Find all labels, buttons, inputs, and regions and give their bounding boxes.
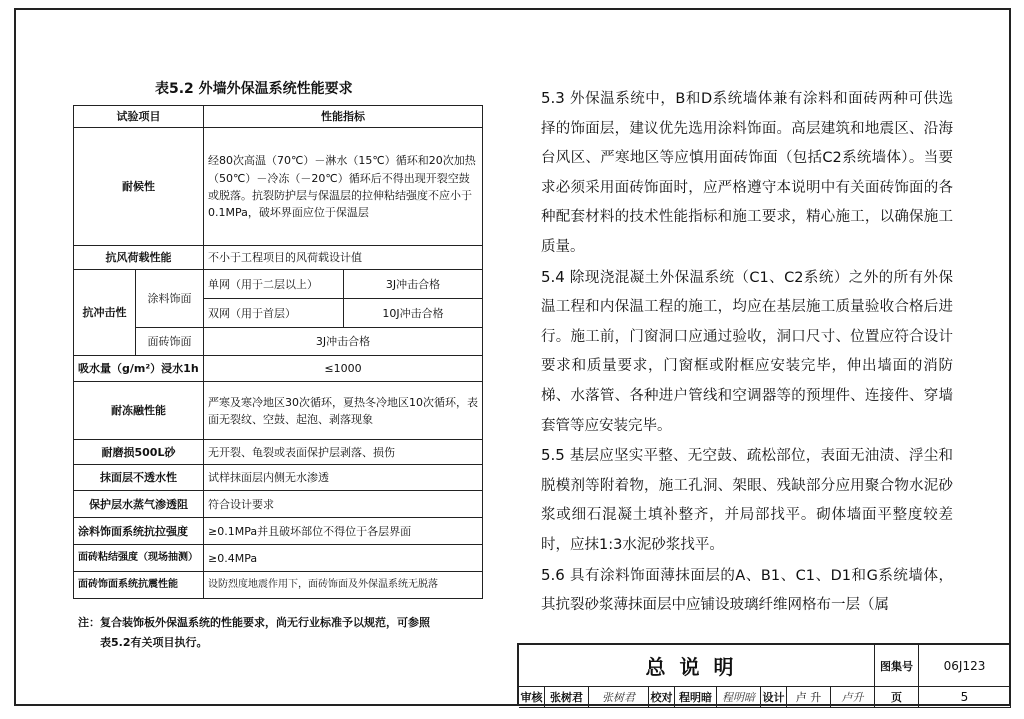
table-row [74, 356, 483, 382]
row-value: 试样抹面层内侧无水渗透 [204, 465, 483, 491]
review-label: 审核 [519, 687, 545, 708]
row-value: 经80次高温（70℃）－淋水（15℃）循环和20次加热（50℃）－冷冻（－20℃）循环后不得出现开裂空鼓或脱落。抗裂防护层与保温层的拉伸粘结强度不应小于0.1MPa，破坏界面应位于保温层 [204, 128, 483, 246]
note-line: 注：复合装饰板外保温系统的性能要求，尚无行业标准予以规范，可参照 [78, 616, 430, 629]
row-label: 耐磨损500L砂 [74, 440, 204, 465]
paragraph [541, 84, 953, 263]
table-note [78, 613, 486, 653]
row-value: 设防烈度地震作用下，面砖饰面及外保温系统无脱落 [204, 572, 483, 599]
row-label: 面砖饰面系统抗震性能 [74, 572, 204, 599]
row-label: 抗风荷载性能 [74, 246, 204, 270]
designer-name: 卢 升 [787, 687, 831, 708]
header-item: 试验项目 [74, 106, 204, 128]
clause-text: 除现浇混凝土外保温系统（C1、C2系统）之外的所有外保温工程和内保温工程的施工，均应在基层施工质量验收合格后进行。施工前，门窗洞口应通过验收，洞口尺寸、位置应符合设计要求和质量要求，门窗框或附框应安装完毕，伸出墙面的消防梯、水落管、各种进户管线和空调器等的预埋件、连接件、穿墙套管等应安装完毕。 [541, 269, 953, 434]
note-line: 表5.2有关项目执行。 [100, 636, 208, 649]
row-value: 无开裂、龟裂或表面保护层剥落、损伤 [204, 440, 483, 465]
clause-number: 5.6 [541, 565, 565, 584]
paragraph [541, 441, 953, 560]
spec-text [541, 84, 953, 621]
table-row [74, 572, 483, 599]
row-value: ≥0.1MPa并且破坏部位不得位于各层界面 [204, 518, 483, 545]
reviewer-signature: 张树君 [589, 687, 649, 708]
row-value: ≥0.4MPa [204, 545, 483, 572]
page-number: 5 [919, 687, 1011, 708]
table-row [74, 545, 483, 572]
clause-text: 基层应坚实平整、无空鼓、疏松部位，表面无油渍、浮尘和脱模剂等附着物，施工孔洞、架眼、残缺部分应用聚合物水泥砂浆或细石混凝土填补整齐，并局部找平。砌体墙面平整度较差时，应抹1:3水泥砂浆找平。 [541, 448, 954, 553]
clause-text: 具有涂料饰面薄抹面层的A、B1、C1、D1和G系统墙体，其抗裂砂浆薄抹面层中应铺设玻璃纤维网格布一层（属 [541, 567, 953, 614]
sub-value: 3J冲击合格 [344, 270, 483, 299]
title-block [517, 643, 1011, 706]
atlas-number: 06J123 [919, 645, 1011, 687]
table-title: 表5.2 外墙外保温系统性能要求 [155, 81, 353, 97]
table-row [74, 270, 483, 299]
table-row [74, 465, 483, 491]
sub-item: 单网（用于二层以上） [204, 270, 344, 299]
sub-value: 3J冲击合格 [204, 328, 483, 356]
table-row [74, 440, 483, 465]
check-label: 校对 [649, 687, 675, 708]
header-indicator: 性能指标 [204, 106, 483, 128]
checker-name: 程明暗 [675, 687, 717, 708]
designer-signature: 卢升 [831, 687, 875, 708]
clause-number: 5.5 [541, 446, 565, 465]
design-label: 设计 [761, 687, 787, 708]
row-label: 面砖粘结强度（现场抽测） [74, 545, 204, 572]
reviewer-name: 张树君 [545, 687, 589, 708]
row-label: 耐候性 [74, 128, 204, 246]
table-row [74, 518, 483, 545]
row-label: 抗冲击性 [74, 270, 136, 356]
sub-label: 面砖饰面 [136, 328, 204, 356]
table-header-row [74, 106, 483, 128]
row-label: 保护层水蒸气渗透阻 [74, 491, 204, 518]
performance-table [73, 105, 483, 599]
sub-value: 10J冲击合格 [344, 299, 483, 328]
row-label: 抹面层不透水性 [74, 465, 204, 491]
table-row [74, 491, 483, 518]
row-value: 严寒及寒冷地区30次循环，夏热冬冷地区10次循环，表面无裂纹、空鼓、起泡、剥落现象 [204, 382, 483, 440]
checker-signature: 程明暗 [717, 687, 761, 708]
table-row [74, 328, 483, 356]
paragraph [541, 561, 953, 621]
paragraph [541, 263, 953, 442]
clause-text: 外保温系统中，B和D系统墙体兼有涂料和面砖两种可供选择的饰面层，建议优先选用涂料饰面。高层建筑和地震区、沿海台风区、严寒地区等应慎用面砖饰面（包括C2系统墙体）。当要求必须采用面砖饰面时，应严格遵守本说明中有关面砖饰面的各种配套材料的技术性能指标和施工要求，精心施工，以确保施工质量。 [541, 91, 953, 255]
row-value: 不小于工程项目的风荷载设计值 [204, 246, 483, 270]
clause-number: 5.4 [541, 267, 565, 286]
drawing-title: 总说明 [519, 645, 875, 687]
clause-number: 5.3 [541, 89, 565, 107]
table-row [74, 382, 483, 440]
row-label: 吸水量（g/m²）浸水1h [74, 356, 204, 382]
row-value: ≤1000 [204, 356, 483, 382]
page-label: 页 [875, 687, 919, 708]
row-label: 涂料饰面系统抗拉强度 [74, 518, 204, 545]
sub-item: 双网（用于首层） [204, 299, 344, 328]
table-row [74, 246, 483, 270]
sub-label: 涂料饰面 [136, 270, 204, 328]
row-value: 符合设计要求 [204, 491, 483, 518]
row-label: 耐冻融性能 [74, 382, 204, 440]
table-row [74, 128, 483, 246]
atlas-label: 图集号 [875, 645, 919, 687]
